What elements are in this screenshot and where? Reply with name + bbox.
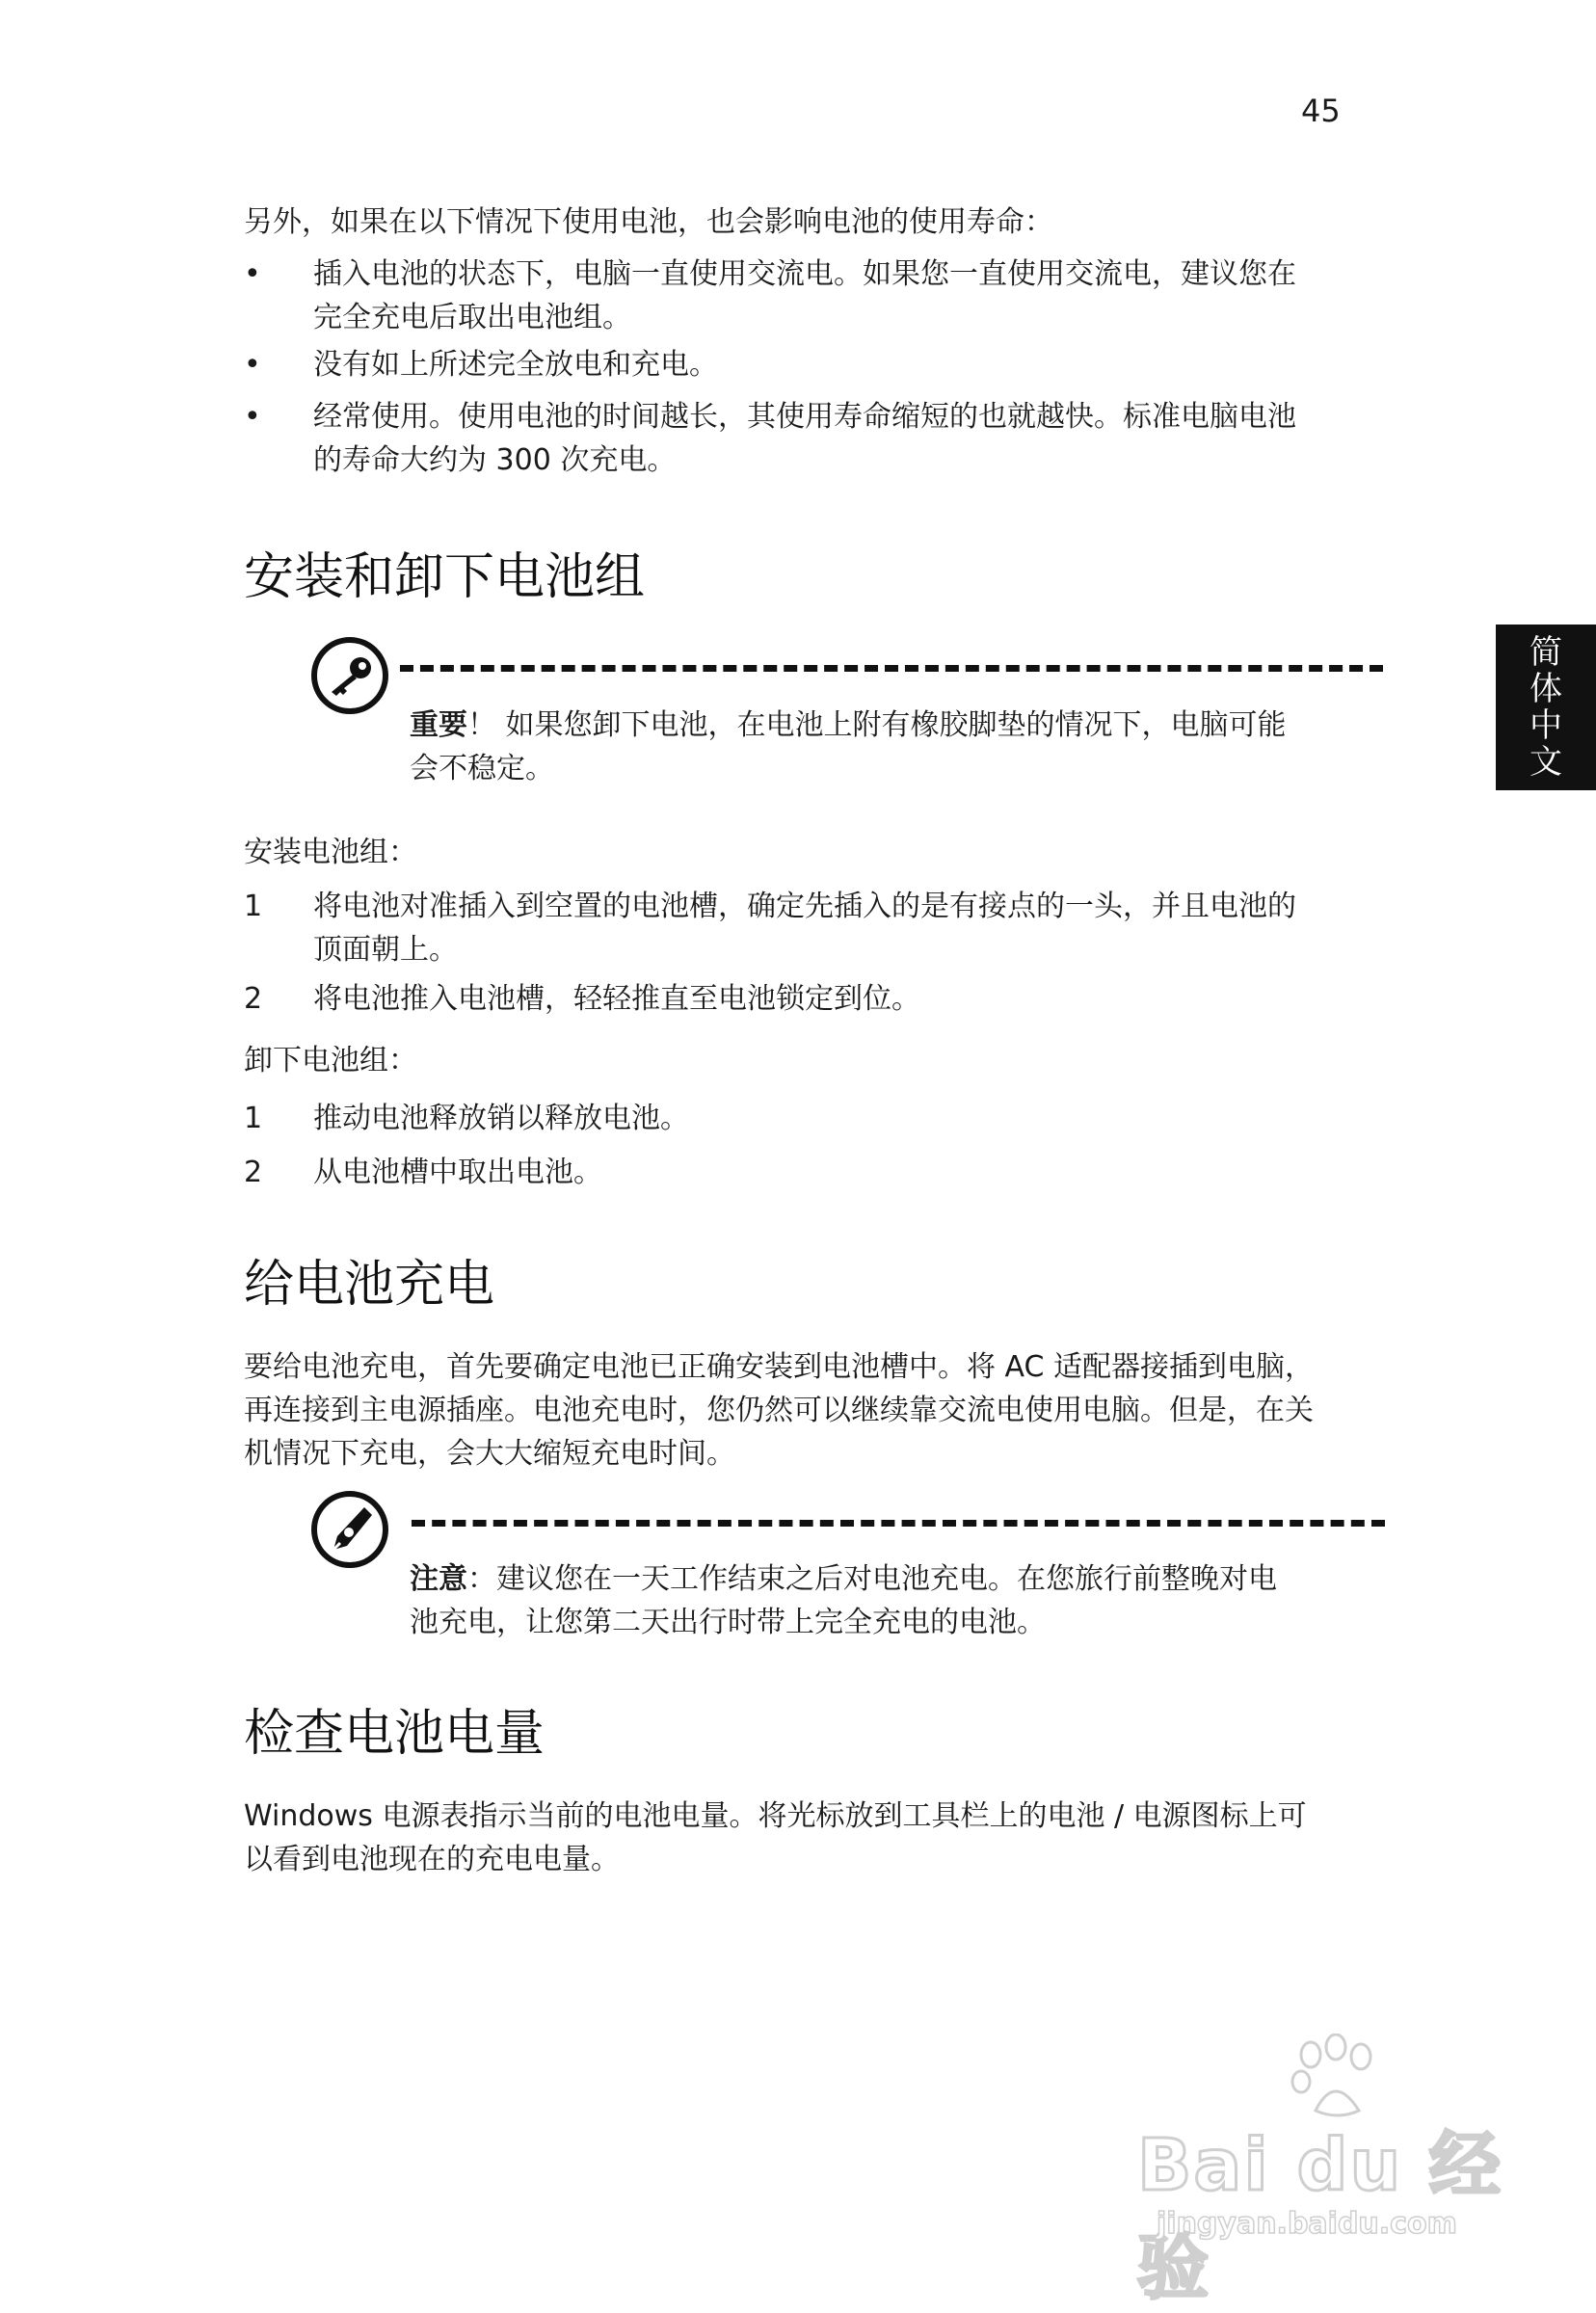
section-heading-install: 安装和卸下电池组 (244, 548, 646, 606)
list-item-line: 的寿命大约为 300 次充电。 (313, 443, 677, 477)
step-number: 2 (244, 1156, 263, 1189)
watermark-text: Bai du 经验 (1137, 2124, 1503, 2309)
paw-icon (1282, 2034, 1388, 2120)
note-punct: ： (467, 1562, 496, 1596)
charging-note (410, 1557, 1383, 1644)
list-item (244, 1151, 1381, 1194)
side-tab-char: 文 (1530, 743, 1562, 782)
bullet-mark: • (244, 257, 261, 291)
language-side-tab (1496, 625, 1596, 790)
note-divider (412, 1520, 1385, 1527)
side-tab-char: 简 (1530, 633, 1562, 672)
side-tab-char: 体 (1530, 670, 1562, 708)
list-item-line: 没有如上所述完全放电和充电。 (313, 348, 718, 382)
note-label: 注意 (410, 1562, 467, 1596)
list-item-line: 完全充电后取出电池组。 (313, 301, 631, 334)
list-item-line: 经常使用。使用电池的时间越长，其使用寿命缩短的也就越快。标准电脑电池 (313, 400, 1296, 434)
step-text-line: 推动电池释放销以释放电池。 (313, 1102, 689, 1135)
note-text-line: 池充电，让您第二天出行时带上完全充电的电池。 (410, 1606, 1046, 1639)
charging-paragraph (244, 1345, 1381, 1476)
note-text-line: 建议您在一天工作结束之后对电池充电。在您旅行前整晚对电 (496, 1562, 1277, 1596)
watermark-url: jingyan.baidu.com (1157, 2207, 1457, 2241)
section-heading-battery-level: 检查电池电量 (244, 1705, 545, 1763)
intro-paragraph: 另外，如果在以下情况下使用电池，也会影响电池的使用寿命： (244, 205, 1053, 239)
bullet-mark: • (244, 400, 261, 434)
list-item (244, 1097, 1381, 1140)
important-note (410, 704, 1383, 790)
paragraph-line: 再连接到主电源插座。电池充电时，您仍然可以继续靠交流电使用电脑。但是，在关 (244, 1394, 1314, 1427)
install-label: 安装电池组： (244, 836, 417, 869)
battery-level-paragraph (244, 1795, 1381, 1881)
list-item (244, 253, 1381, 339)
paragraph-line: 要给电池充电，首先要确定电池已正确安装到电池槽中。将 AC 适配器接插到电脑， (244, 1350, 1315, 1384)
important-text-line: 会不稳定。 (410, 752, 554, 785)
pen-icon (310, 1490, 389, 1569)
step-number: 1 (244, 890, 263, 923)
important-punct: ！ (467, 708, 496, 742)
bullet-mark: • (244, 348, 261, 382)
section-heading-charging: 给电池充电 (244, 1256, 495, 1314)
list-item (244, 395, 1381, 482)
step-number: 1 (244, 1102, 263, 1135)
paragraph-line: Windows 电源表指示当前的电池电量。将光标放到工具栏上的电池 / 电源图标上可 (244, 1799, 1307, 1833)
step-number: 2 (244, 982, 263, 1016)
list-item (244, 343, 1381, 386)
step-text-line: 将电池推入电池槽，轻轻推直至电池锁定到位。 (313, 982, 920, 1016)
step-text-line: 将电池对准插入到空置的电池槽，确定先插入的是有接点的一头，并且电池的 (313, 890, 1296, 923)
baidu-watermark (1137, 2034, 1523, 2309)
note-divider (400, 665, 1383, 672)
list-item-line: 插入电池的状态下，电脑一直使用交流电。如果您一直使用交流电，建议您在 (313, 257, 1296, 291)
list-item (244, 977, 1381, 1021)
remove-label: 卸下电池组： (244, 1044, 417, 1077)
paragraph-line: 机情况下充电，会大大缩短充电时间。 (244, 1437, 735, 1471)
side-tab-char: 中 (1530, 706, 1562, 745)
list-item (244, 885, 1381, 971)
step-text-line: 从电池槽中取出电池。 (313, 1156, 602, 1189)
important-text-line: 如果您卸下电池，在电池上附有橡胶脚垫的情况下，电脑可能 (496, 708, 1287, 742)
key-icon (310, 636, 389, 715)
important-label: 重要 (410, 708, 467, 742)
step-text-line: 顶面朝上。 (313, 933, 458, 967)
paragraph-line: 以看到电池现在的充电电量。 (244, 1843, 620, 1876)
page-number: 45 (1301, 93, 1341, 129)
